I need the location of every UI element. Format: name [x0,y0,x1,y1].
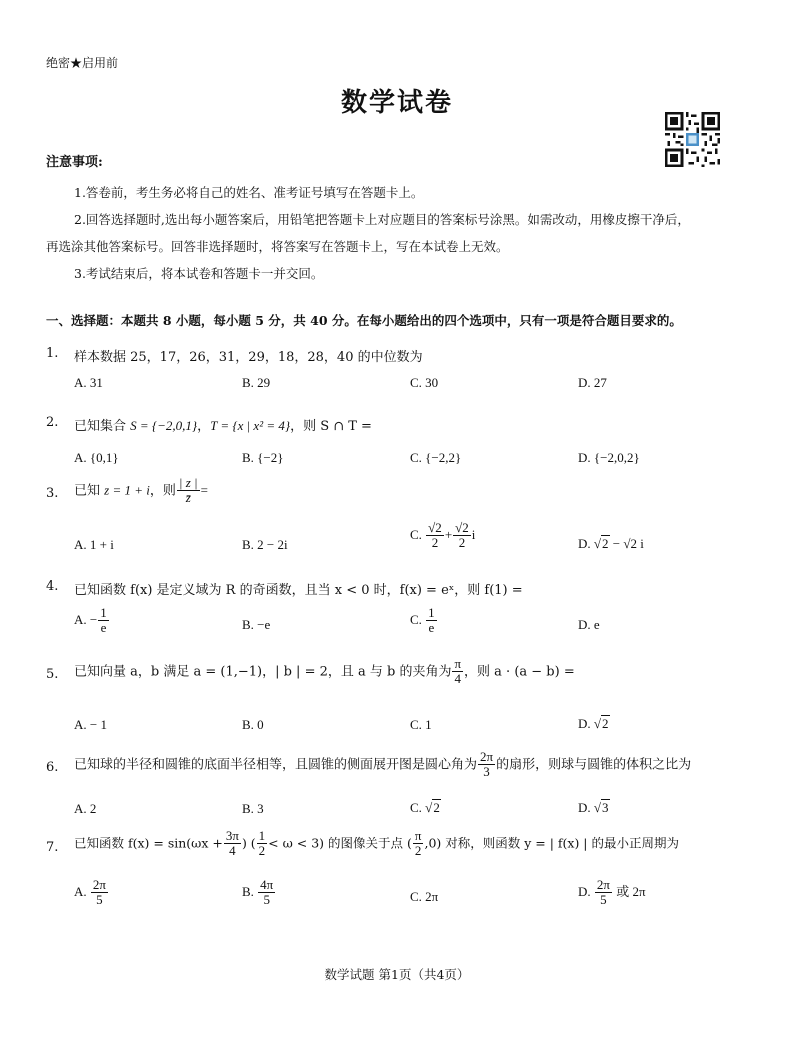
option-c: C. 2π [410,889,439,904]
note-2b: 再选涂其他答案标号。回答非选择题时，将答案写在答题卡上，写在本试卷上无效。 [46,239,509,254]
question-text: 已知向量 a，b 满足 a = (1,−1)，| b | = 2，且 a 与 b 的夹角为 $\frac{\pi}{4}$ ，则 a · (a − b) = [74,656,575,687]
question-number: 5. [46,667,59,682]
question-text [74,476,208,506]
option-b: B. 3 [242,801,264,816]
z-def: z = 1 + i [104,482,150,498]
text-pre: 已知集合 [74,419,131,434]
option-b: B. 0 [242,717,264,732]
text-mid: ， [197,419,211,434]
option-b: B. −e [242,617,271,632]
question-text: 样本数据 25，17，26，31，29，18，28，40 的中位数为 [74,350,423,365]
option-d: D. √2 [578,716,609,731]
option-a: A. − $\frac{1}{e}$ [74,605,107,636]
option-c: C. 30 [410,375,439,390]
option-c: C. $\frac{√2}{2}$ + $\frac{√2}{2}$ i [410,520,476,551]
option-d: D. {−2,0,2} [578,450,640,465]
set-s: S = {−2,0,1} [130,418,198,433]
question-text [74,415,372,434]
option-d: D. 27 [578,375,607,390]
option-c: C. $\frac{1}{e}$ [410,605,435,636]
qr-code-icon [665,112,720,167]
option-a: A. 31 [74,375,103,390]
question-number: 2. [46,415,59,430]
option-d: D. √2 − √2 i [578,536,644,551]
text-post: ，则 S ∩ T = [290,419,372,434]
question-text: 已知函数 f(x) = sin(ωx + $\frac{3\pi}{4}$ ) ( $\frac{1}{2}$ < ω < 3) 的图像关于点 ( $\frac{\pi}{2}$ ,0) 对称，则函数 y = | f(x) | 的最小正周期为 [74,828,679,859]
option-a: A. 1 + i [74,537,114,552]
option-a: A. {0,1} [74,450,119,465]
question-number: 6. [46,760,59,775]
option-d: D. √3 [578,800,609,815]
fraction: $\frac{| z |}{z̄}$ [178,475,198,506]
question-number: 7. [46,840,59,855]
option-b: B. 2 − 2i [242,537,288,552]
option-d: D. e [578,617,600,632]
question-text: 已知球的半径和圆锥的底面半径相等，且圆锥的侧面展开图是圆心角为 $\frac{2\pi}{3}$ 的扇形，则球与圆锥的体积之比为 [74,749,692,780]
option-a: A. 2 [74,801,97,816]
option-c: C. {−2,2} [410,450,462,465]
text-pre: 已知 [74,483,105,499]
section-heading: 一、选择题：本题共 8 小题，每小题 5 分，共 40 分。在每小题给出的四个选项中，只有一项是符合题目要求的。 [46,313,682,328]
secret-label: 绝密★启用前 [46,56,119,70]
text-post: ，则 [149,483,176,499]
question-number: 1. [46,346,59,361]
note-3: 3.考试结束后，将本试卷和答题卡一并交回。 [74,266,324,281]
option-a: A. − 1 [74,717,107,732]
option-c: C. 1 [410,717,432,732]
option-b: B. $\frac{4\pi}{5}$ [242,877,274,908]
option-b: B. 29 [242,375,271,390]
option-c: C. √2 [410,800,440,815]
question-text: 已知函数 f(x) 是定义域为 R 的奇函数，且当 x < 0 时，f(x) = eˣ，则 f(1) = [74,583,523,598]
option-d: D. $\frac{2\pi}{5}$ 或 2π [578,877,646,908]
question-number: 3. [46,486,59,501]
note-1: 1.答卷前，考生务必将自己的姓名、准考证号填写在答题卡上。 [74,185,424,200]
note-2a: 2.回答选择题时,选出每小题答案后，用铅笔把答题卡上对应题目的答案标号涂黑。如需改动，用橡皮擦干净后， [74,212,690,227]
page-footer: 数学试题 第1页（共4页） [324,967,470,982]
option-a: A. $\frac{2\pi}{5}$ [74,877,106,908]
set-t: T = {x | x² = 4} [210,418,291,433]
equals: = [200,482,208,498]
option-b: B. {−2} [242,450,284,465]
question-number: 4. [46,579,59,594]
notes-heading: 注意事项: [46,155,103,170]
page-title: 数学试卷 [340,88,453,118]
